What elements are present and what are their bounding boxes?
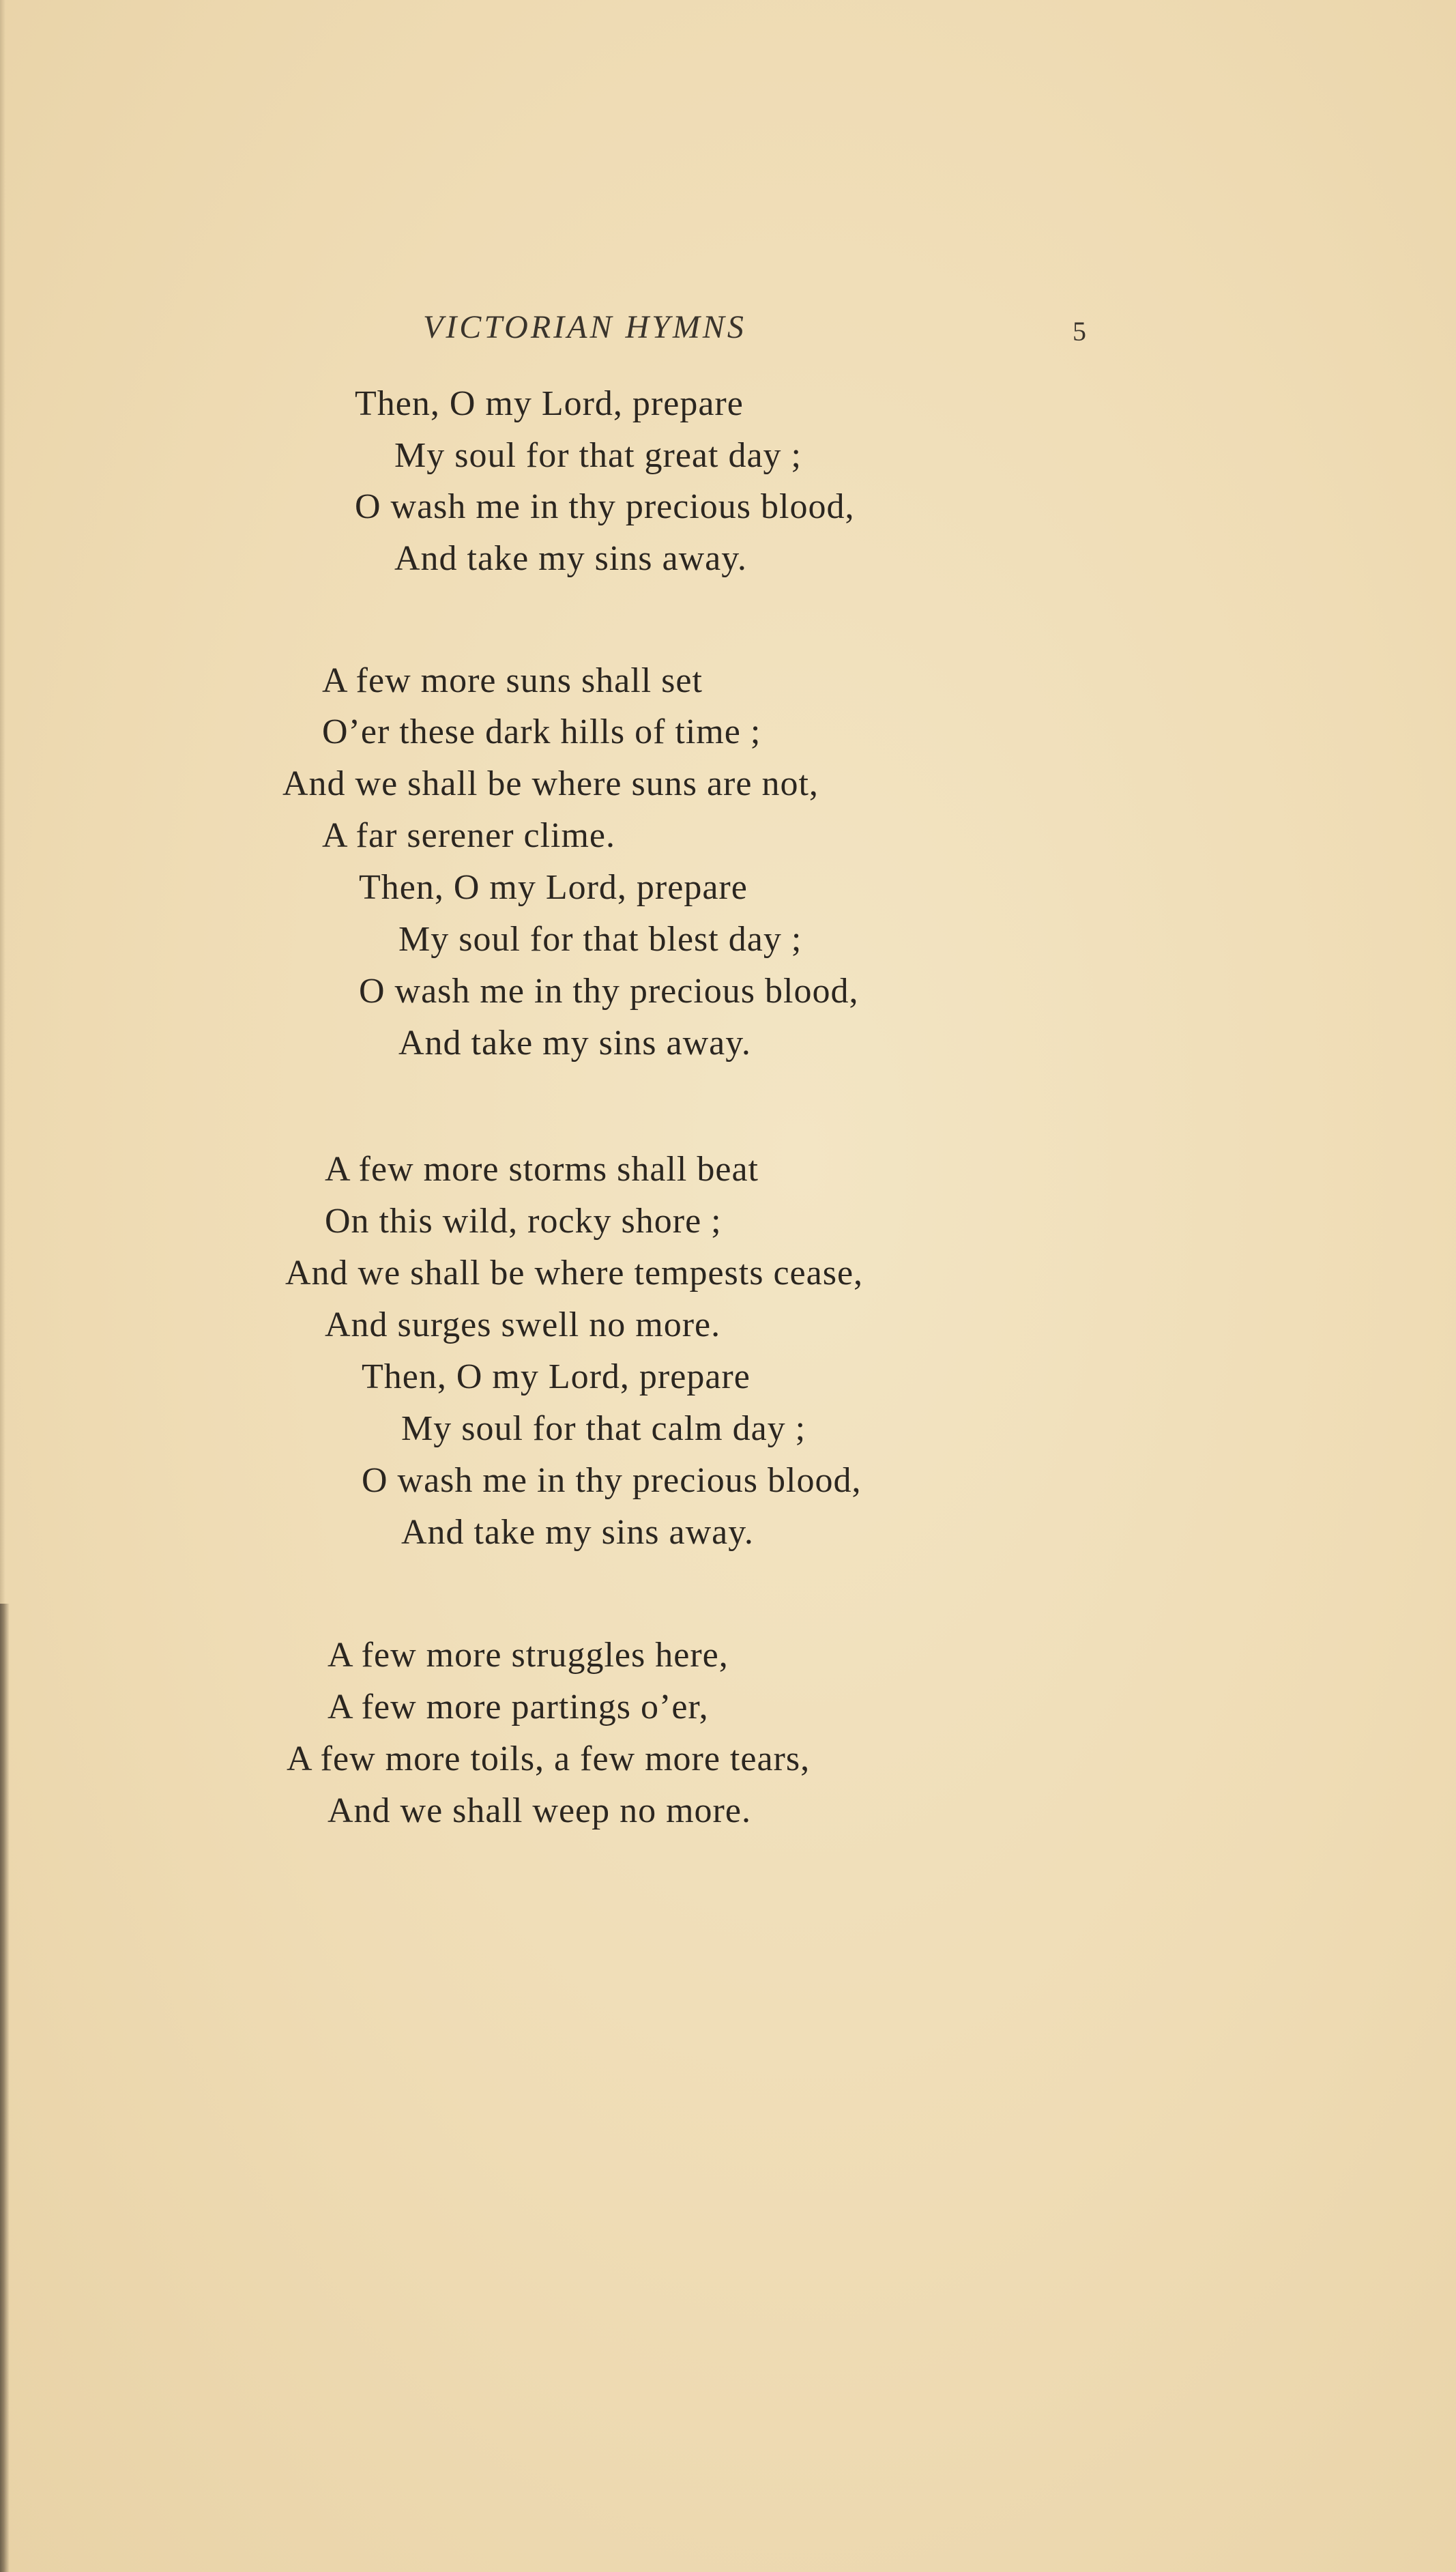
poem-line: A few more storms shall beat (325, 1150, 759, 1189)
poem-line: On this wild, rocky shore ; (325, 1202, 722, 1241)
poem-line: And take my sins away. (401, 1513, 754, 1552)
poem-line: A far serener clime. (322, 816, 616, 855)
poem-line: O’er these dark hills of time ; (322, 712, 761, 751)
poem-line: Then, O my Lord, prepare (362, 1357, 751, 1396)
poem-line: And take my sins away. (398, 1024, 751, 1063)
poem-line: A few more partings o’er, (327, 1688, 709, 1726)
poem-line: My soul for that blest day ; (398, 920, 802, 959)
poem-line: Then, O my Lord, prepare (355, 384, 744, 423)
poem-line: My soul for that calm day ; (401, 1409, 806, 1448)
poem-line: Then, O my Lord, prepare (359, 868, 748, 907)
poem-line: A few more suns shall set (322, 661, 703, 700)
poem-line: And take my sins away. (394, 539, 747, 578)
running-head-title: VICTORIAN HYMNS (423, 309, 746, 345)
page-number: 5 (1073, 316, 1086, 347)
poem-line: O wash me in thy precious blood, (359, 972, 859, 1011)
poem-line: And we shall weep no more. (327, 1791, 751, 1830)
poem-line: A few more toils, a few more tears, (287, 1739, 811, 1778)
poem-line: And surges swell no more. (325, 1305, 721, 1344)
poem-line: My soul for that great day ; (394, 436, 802, 475)
poem-line: O wash me in thy precious blood, (355, 487, 855, 526)
poem-line: A few more struggles here, (327, 1636, 729, 1675)
poem-line: And we shall be where tempests cease, (285, 1254, 864, 1292)
poem-line: O wash me in thy precious blood, (362, 1461, 862, 1500)
poem-line: And we shall be where suns are not, (282, 764, 819, 803)
